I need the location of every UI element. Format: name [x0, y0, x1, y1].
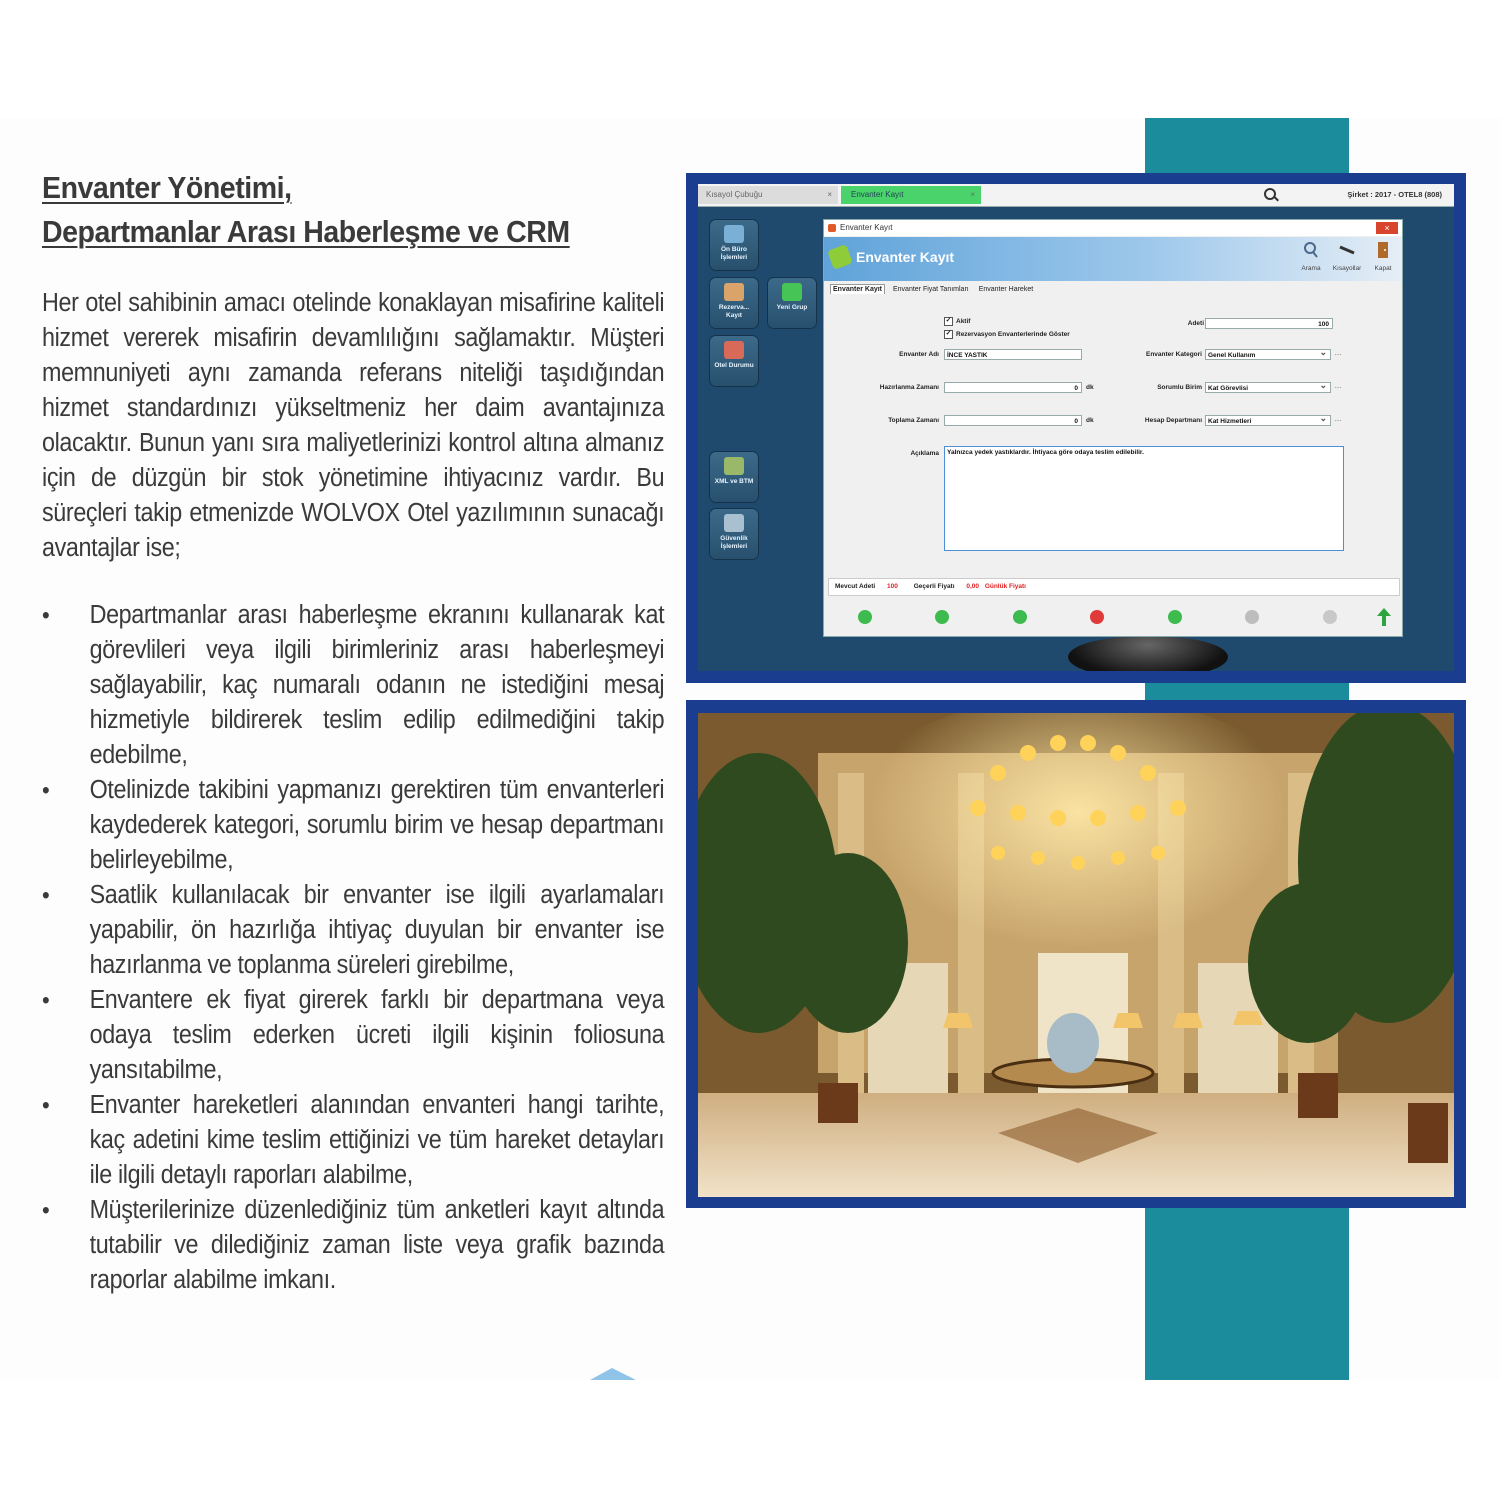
account-dept-select[interactable]: Kat Hizmetleri ⌄ — [1205, 415, 1331, 426]
decorative-arrow-icon — [590, 1368, 636, 1380]
tab-label: Kısayol Çubuğu — [706, 190, 763, 199]
front-desk-icon — [724, 225, 744, 243]
status-price-value: 0,00 — [966, 583, 979, 590]
description-label: Açıklama — [910, 450, 939, 457]
list-item: • Müşterilerinize düzenlediğiniz tüm anketleri kayıt altında tutabilir ve dilediğiniz zaman liste veya grafik bazında raporlar alabilme imkanı. — [42, 1193, 664, 1298]
checkbox-mark: ✓ — [945, 317, 952, 324]
photo-frame — [686, 700, 1466, 1208]
benefit-list — [42, 598, 664, 1298]
list-item: • Otelinizde takibini yapmanızı gerektiren tüm envanterleri kaydederek kategori, sorumlu birim ve hesap departmanı belirleyebilme, — [42, 773, 664, 878]
category-select[interactable]: Genel Kullanım ⌄ — [1205, 349, 1331, 360]
app-tabbar — [698, 184, 1454, 207]
monitor-stand — [1068, 637, 1228, 671]
prep-time-field[interactable]: 0 — [944, 382, 1082, 393]
checkbox-mark: ✓ — [945, 330, 952, 337]
status-count-value: 100 — [887, 583, 898, 590]
folder-icon — [782, 283, 802, 301]
search-icon — [1303, 241, 1319, 259]
shortcuts-button[interactable] — [1330, 241, 1364, 272]
lobby-illustration — [698, 713, 1454, 1197]
door-icon — [1375, 241, 1391, 259]
close-icon[interactable]: × — [827, 190, 832, 199]
next-icon[interactable] — [1168, 610, 1182, 624]
tab-inventory-record[interactable] — [841, 186, 981, 204]
inventory-dialog — [823, 219, 1403, 637]
reservation-checkbox[interactable] — [944, 330, 1070, 339]
status-count-label: Mevcut Adeti — [835, 583, 876, 590]
heading-line-1: Envanter Yönetimi, — [42, 170, 292, 205]
category-lookup-button[interactable]: … — [1334, 350, 1342, 357]
collect-time-label: Toplama Zamanı — [888, 417, 939, 424]
tab-inventory-prices[interactable]: Envanter Fiyat Tanımları — [892, 286, 969, 293]
record-nav-bar — [824, 600, 1402, 634]
sidebar-item-front-desk[interactable] — [710, 220, 758, 270]
checkbox-label: Rezervasyon Envanterlerinde Göster — [956, 331, 1070, 339]
dialog-header-title: Envanter Kayıt — [856, 249, 955, 265]
dialog-tabs — [830, 284, 1039, 294]
inventory-icon — [827, 244, 853, 270]
tab-inventory-record[interactable]: Envanter Kayıt — [830, 284, 885, 294]
top-margin — [0, 0, 1500, 118]
delete-icon[interactable] — [1090, 610, 1104, 624]
search-label: Arama — [1301, 265, 1321, 272]
shortcuts-label: Kısayollar — [1332, 265, 1362, 272]
shortcut-icon — [1339, 241, 1355, 259]
name-field[interactable]: İNCE YASTIK — [944, 349, 1082, 360]
checkbox-label: Aktif — [956, 318, 971, 326]
app-screen — [698, 184, 1454, 671]
sidebar-item-label: Otel Durumu — [714, 362, 754, 369]
prep-time-label: Hazırlanma Zamanı — [879, 384, 939, 391]
dialog-titlebar — [824, 220, 1402, 236]
tab-label: Envanter Kayıt — [851, 190, 904, 199]
count-field[interactable]: 100 — [1205, 318, 1333, 329]
sidebar-item-security[interactable] — [710, 509, 758, 559]
cancel-icon[interactable] — [1323, 610, 1337, 624]
sidebar-item-hotel-status[interactable] — [710, 336, 758, 386]
list-item: • Departmanlar arası haberleşme ekranını kullanarak kat görevlileri veya ilgili birimleriniz arası haberleşmeyi sağlayabilir, kaç numaralı odanın ne istediğini mesaj hizmetiyle bildirerek teslim edilip edilmediğini takip edebilme, — [42, 598, 664, 773]
status-price-type: Günlük Fiyatı — [984, 583, 1026, 590]
exit-label: Kapat — [1374, 265, 1392, 272]
sidebar-item-xml[interactable] — [710, 452, 758, 502]
list-item: • Saatlik kullanılacak bir envanter ise ilgili ayarlamaları yapabilir, ön hazırlığa ihtiyaç duyulan bir envanter ise hazırlanma ve toplanma süreleri girebilme, — [42, 878, 664, 983]
reservation-icon — [724, 283, 744, 301]
company-info: Şirket : 2017 - OTEL8 (808) — [1347, 190, 1442, 199]
responsible-unit-label: Sorumlu Birim — [1157, 384, 1202, 391]
collect-time-field[interactable]: 0 — [944, 415, 1082, 426]
status-bar — [828, 578, 1400, 596]
intro-paragraph: Her otel sahibinin amacı otelinde konaklayan misafirine kaliteli hizmet vererek misafirin devamlılığını sağlamaktır. Müşteri memnuniyeti aynı zamanda referans niteliği taşıdığından hizmet standardınızı yükseltmeniz her daim avantajınıza olacaktır. Bunun yanı sıra maliyetlerinizi kontrol altına almanız için de düzgün bir stok yönetimine ihtiyacınız vardır. Bu süreçleri takip etmenizde WOLVOX Otel yazılımının sunacağı avantajlar ise; — [42, 289, 665, 562]
list-item: • Envantere ek fiyat girerek farklı bir departmana veya odaya teslim ederken ücreti ilgili kişinin foliosuna yansıtabilme, — [42, 983, 664, 1088]
unit-lookup-button[interactable]: … — [1334, 383, 1342, 390]
description-field[interactable]: Yalnızca yedek yastıklardır. İhtiyaca göre odaya teslim edilebilir. — [944, 446, 1344, 551]
close-icon[interactable]: × — [970, 190, 975, 199]
sidebar-item-label: XML ve BTM — [714, 478, 754, 485]
category-label: Envanter Kategori — [1146, 351, 1202, 358]
dialog-header — [824, 237, 1402, 281]
close-button[interactable]: × — [1376, 222, 1398, 234]
prev-icon[interactable] — [935, 610, 949, 624]
security-icon — [724, 514, 744, 532]
hotel-lobby-photo — [698, 713, 1454, 1197]
count-label: Adeti — [1187, 320, 1204, 327]
sidebar-item-label: Yeni Grup — [776, 304, 808, 311]
monitor-frame — [686, 173, 1466, 683]
name-label: Envanter Adı — [899, 351, 939, 358]
first-icon[interactable] — [858, 610, 872, 624]
tab-inventory-movement[interactable]: Envanter Hareket — [978, 286, 1034, 293]
heading-line-2: Departmanlar Arası Haberleşme ve CRM — [42, 214, 570, 249]
xml-icon — [724, 457, 744, 475]
sidebar-item-reservation[interactable] — [710, 278, 758, 328]
prep-time-unit: dk — [1086, 384, 1094, 391]
search-icon[interactable] — [1264, 188, 1276, 200]
sidebar-item-new-group[interactable] — [768, 278, 816, 328]
confirm-icon[interactable] — [1245, 610, 1259, 624]
add-icon[interactable] — [1013, 610, 1027, 624]
collect-time-unit: dk — [1086, 417, 1094, 424]
sidebar-item-label: Güvenlik İşlemleri — [720, 535, 748, 550]
tab-shortcuts[interactable] — [698, 186, 838, 204]
article-heading — [42, 166, 631, 254]
exit-button[interactable] — [1366, 241, 1400, 272]
sidebar-item-label: Rezerva... Kayıt — [718, 304, 750, 319]
search-button[interactable] — [1294, 241, 1328, 272]
dept-lookup-button[interactable]: … — [1334, 416, 1342, 423]
dialog-window-title: Envanter Kayıt — [840, 223, 893, 232]
list-item: • Envanter hareketleri alanından envanteri hangi tarihte, kaç adetini kime teslim ettiğinizi ve tüm hareket detayları ile ilgili detaylı raporları alabilme, — [42, 1088, 664, 1193]
account-dept-label: Hesap Departmanı — [1144, 417, 1202, 424]
up-arrow-icon[interactable] — [1377, 608, 1391, 626]
hotel-status-icon — [724, 341, 744, 359]
sidebar-item-label: Ön Büro İşlemleri — [720, 246, 748, 261]
responsible-unit-select[interactable]: Kat Görevlisi ⌄ — [1205, 382, 1331, 393]
active-checkbox[interactable] — [944, 317, 970, 326]
status-price-label: Geçerli Fiyatı — [913, 583, 955, 590]
app-icon — [828, 224, 836, 232]
